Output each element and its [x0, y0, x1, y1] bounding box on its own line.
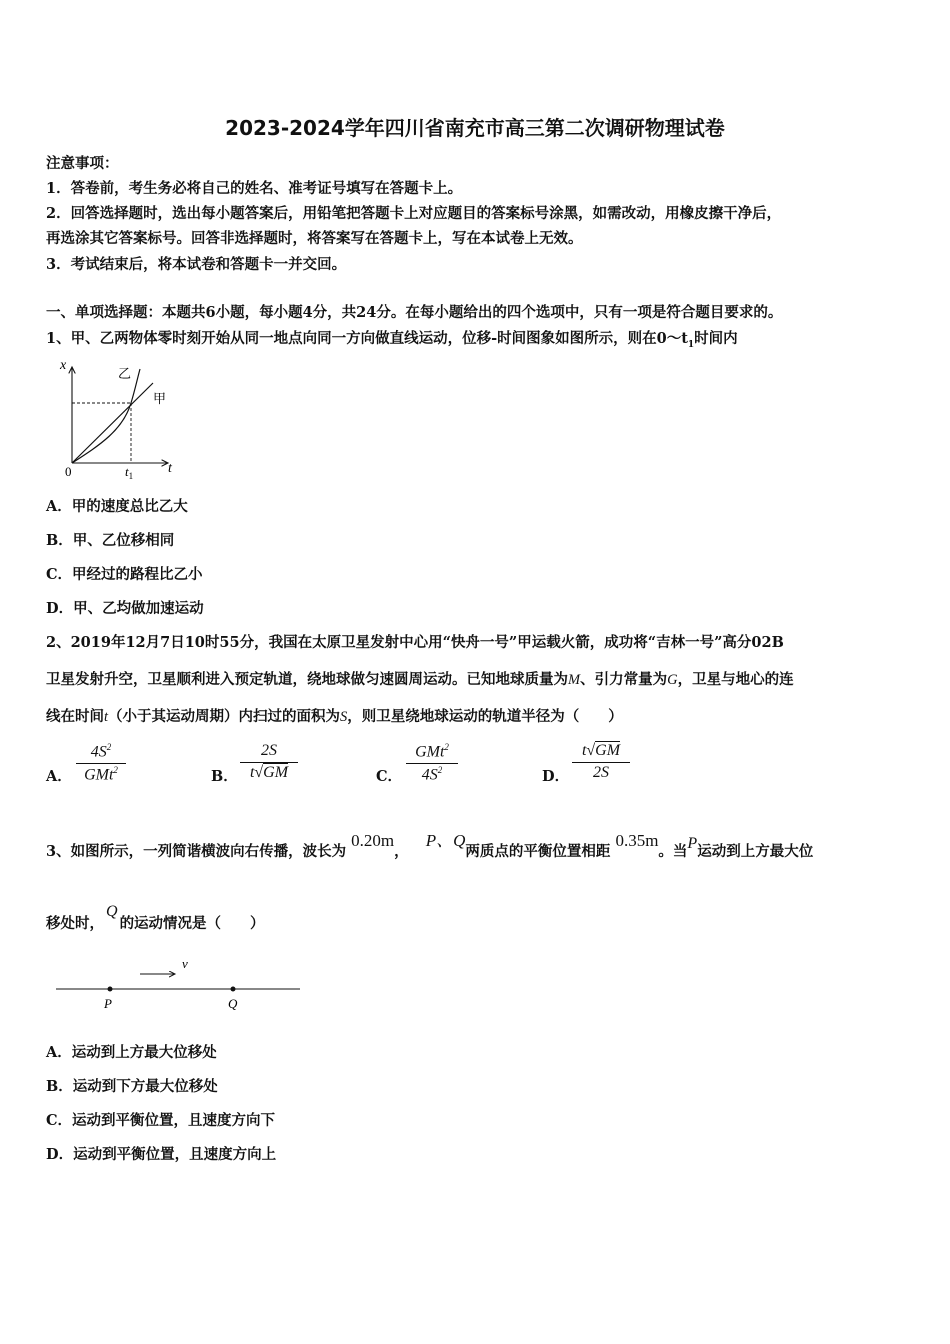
label-jia: 甲 — [153, 391, 167, 406]
notice-heading: 注意事项： — [46, 155, 119, 172]
q3-option-b: B．运动到下方最大位移处 — [46, 1078, 218, 1095]
notice-item: 3．考试结束后，将本试卷和答题卡一并交回。 — [46, 256, 347, 273]
q1-option-c: C．甲经过的路程比乙小 — [46, 566, 203, 583]
notice-item: 2．回答选择题时，选出每小题答案后，用铅笔把答题卡上对应题目的答案标号涂黑，如需改动，用橡皮擦干净后， — [46, 205, 782, 222]
q3-wave-figure — [50, 952, 310, 1014]
q2-option-b-fraction: 2S t√GM — [240, 742, 298, 782]
q2-line3: 线在时间t（小于其运动周期）内扫过的面积为S，则卫星绕地球运动的轨道半径为（ ） — [46, 708, 623, 725]
curve-jia — [72, 383, 153, 463]
q1-xt-graph — [55, 355, 185, 483]
q3-option-c: C．运动到平衡位置，且速度方向下 — [46, 1112, 276, 1129]
q2-option-d-label: D． — [542, 768, 570, 785]
tick-label: $t_1$ — [125, 464, 134, 481]
notice-item: 1．答卷前，考生务必将自己的姓名、准考证号填写在答题卡上。 — [46, 180, 463, 197]
point-p — [108, 987, 113, 992]
q1-stem: 1、甲、乙两物体零时刻开始从同一地点向同一方向做直线运动，位移-时间图象如图所示，则在$0\sim t_1$时间内 — [46, 330, 738, 350]
q1-option-b: B．甲、乙位移相同 — [46, 532, 175, 549]
q2-line1: 2、2019年12月7日10时55分，我国在太原卫星发射中心用“快舟一号”甲运载火箭，成功将“吉林一号”高分02B — [46, 634, 784, 651]
point-p-label: P — [104, 996, 112, 1011]
q2-option-c-fraction: GMt$^2$ $4S^2$ — [406, 742, 458, 785]
q3-line2: 移处时，Q的运动情况是（ ） — [46, 903, 265, 932]
q2-line2: 卫星发射升空，卫星顺利进入预定轨道，绕地球做匀速圆周运动。已知地球质量为M、引力常量为G，卫星与地心的连 — [46, 671, 794, 688]
q2-option-d-fraction: t√GM 2S — [572, 742, 630, 782]
q1-option-d: D．甲、乙均做加速运动 — [46, 600, 204, 617]
notice-item: 再选涂其它答案标号。回答非选择题时，将答案写在答题卡上，写在本试卷上无效。 — [46, 230, 583, 247]
section-heading: 一、单项选择题：本题共6小题，每小题4分，共24分。在每小题给出的四个选项中，只有一项是符合题目要求的。 — [46, 304, 783, 321]
q3-line1: 3、如图所示，一列简谐横波向右传播，波长为 0.20m， P、Q两质点的平衡位置相距 0.35m。当P运动到上方最大位 — [46, 831, 814, 860]
y-axis-label: x — [60, 358, 67, 373]
q2-option-c-label: C． — [376, 768, 403, 785]
q3-option-a: A．运动到上方最大位移处 — [46, 1044, 217, 1061]
q2-option-b-label: B． — [211, 768, 238, 785]
q3-option-d: D．运动到平衡位置，且速度方向上 — [46, 1146, 277, 1163]
origin-label: 0 — [65, 464, 72, 479]
point-q — [231, 987, 236, 992]
curve-yi — [72, 369, 140, 463]
point-q-label: Q — [228, 996, 238, 1011]
q2-option-a-fraction: $4S^2$ GMt$^2$ — [76, 742, 126, 785]
label-yi: 乙 — [118, 366, 132, 381]
velocity-label: v — [182, 956, 188, 971]
page-title: 2023-2024学年四川省南充市高三第二次调研物理试卷 — [225, 116, 725, 140]
x-axis-label: t — [168, 461, 172, 476]
q2-option-a-label: A． — [46, 768, 72, 785]
q1-option-a: A．甲的速度总比乙大 — [46, 498, 188, 515]
